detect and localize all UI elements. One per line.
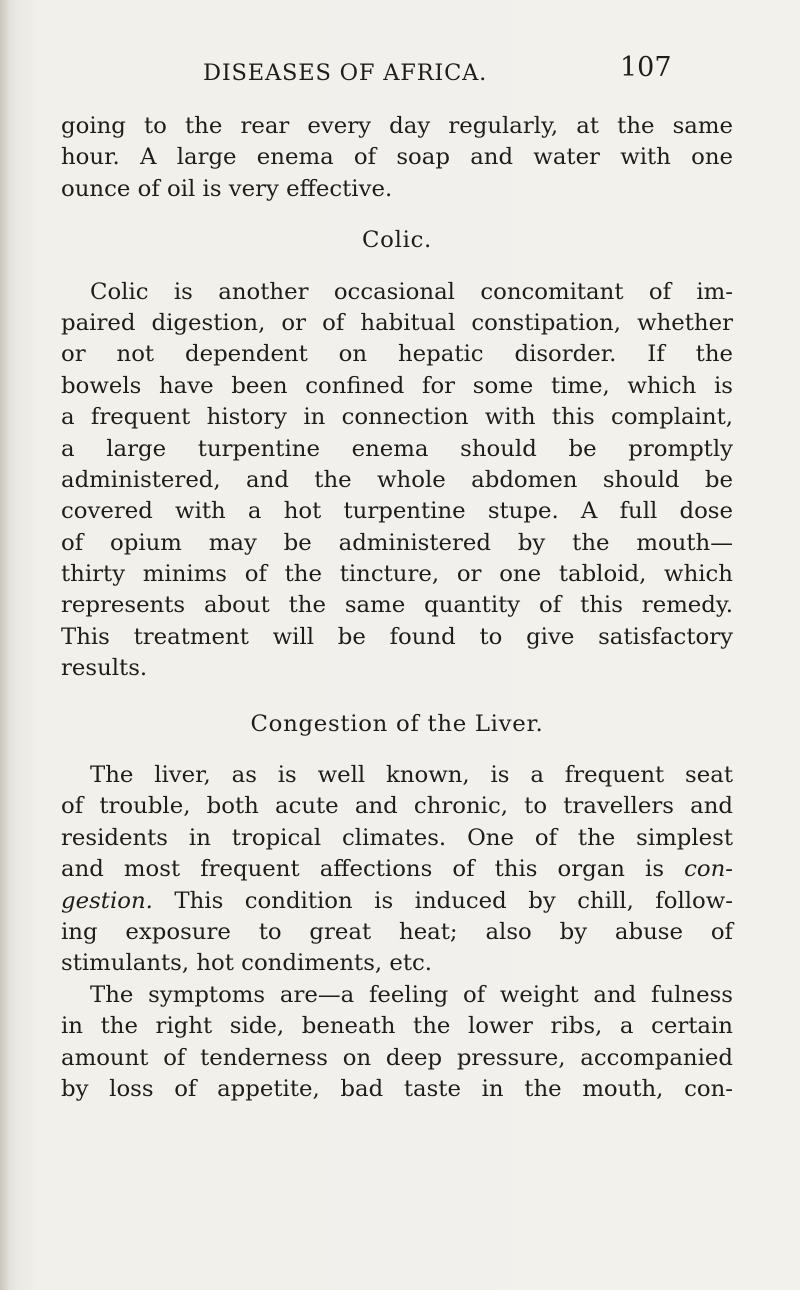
section-spacer (61, 257, 733, 277)
text-line-with-italic (61, 886, 733, 917)
opening-paragraph (61, 111, 733, 205)
text-line: of opium may be administered by the mouth— (61, 529, 733, 556)
section-spacer (61, 685, 733, 709)
text-line: or not dependent on hepatic disorder. If the (61, 341, 733, 368)
text-line: going to the rear every day regularly, at the same (61, 113, 733, 139)
text-line: covered with a hot turpentine stupe. A full dose (61, 498, 733, 525)
text-line: thirty minims of the tincture, or one tabloid, which (61, 561, 733, 588)
page-number: 107 (620, 52, 672, 83)
text-line: by loss of appetite, bad taste in the mouth, con- (61, 1075, 733, 1102)
text-line: a frequent history in connection with this complaint, (61, 404, 733, 431)
text-line: paired digestion, or of habitual constipation, whether (61, 309, 733, 336)
liver-paragraph-1 (61, 760, 733, 980)
text-line: in the right side, beneath the lower ribs, a certain (61, 1013, 733, 1040)
text-line: of trouble, both acute and chronic, to travellers and (61, 793, 733, 820)
text-line: The liver, as is well known, is a frequent seat (90, 762, 733, 789)
colic-paragraph (61, 277, 733, 685)
line-text: This condition is induced by chill, follow- (152, 887, 733, 914)
section-heading-colic: Colic. (362, 227, 432, 254)
text-line: ounce of oil is very effective. (61, 175, 393, 202)
page-header (0, 52, 800, 92)
section-spacer (61, 740, 733, 760)
running-head: DISEASES OF AFRICA. (203, 60, 488, 86)
text-line: a large turpentine enema should be promptly (61, 435, 733, 462)
text-line: This treatment will be found to give satisfactory (61, 623, 733, 650)
text-line: results. (61, 655, 148, 682)
body-text (61, 111, 733, 1105)
line-text: and most frequent affections of this organ is (61, 856, 685, 883)
text-line: Colic is another occasional concomitant of im- (90, 278, 733, 305)
text-line: represents about the same quantity of this remedy. (61, 592, 733, 619)
text-line: amount of tenderness on deep pressure, accompanied (61, 1044, 733, 1071)
section-spacer (61, 205, 733, 225)
liver-paragraph-2 (61, 980, 733, 1106)
page-binding-edge (0, 0, 10, 1290)
text-line: hour. A large enema of soap and water with one (61, 144, 733, 171)
section-heading-liver: Congestion of the Liver. (250, 710, 544, 737)
text-line: residents in tropical climates. One of the simplest (61, 824, 733, 851)
text-line: bowels have been confined for some time, which is (61, 372, 733, 399)
text-line: stimulants, hot condiments, etc. (61, 950, 433, 977)
italic-term: con- (684, 856, 733, 883)
text-line-with-italic (61, 854, 733, 885)
text-line: administered, and the whole abdomen should be (61, 466, 733, 493)
italic-term: gestion. (61, 887, 153, 914)
text-line: The symptoms are—a feeling of weight and fulness (90, 981, 733, 1008)
text-line: ing exposure to great heat; also by abuse of (61, 918, 733, 945)
